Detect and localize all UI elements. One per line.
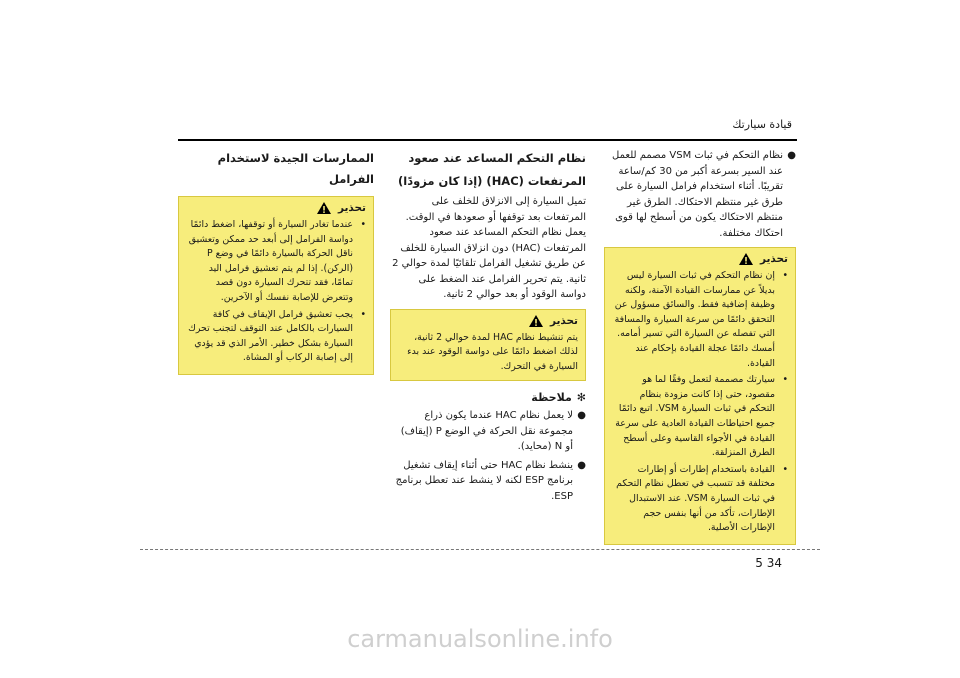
note-title: ملاحظة xyxy=(531,391,572,405)
footer-rule xyxy=(140,549,820,550)
warning-box-vsm xyxy=(604,247,796,545)
bullet-dot-icon: • xyxy=(782,270,788,281)
vsm-bullets xyxy=(604,148,796,241)
note-list xyxy=(390,408,586,504)
header-rule xyxy=(178,139,797,141)
section-header: قيادة سيارتك xyxy=(732,118,792,131)
warning-item: • عندما تغادر السيارة أو توقفها، اضغط دائمًا دواسة الفرامل إلى أبعد حد ممكن وتعشيق ناقل الحركة بالسيارة دائمًا في وضع P (الركن). إذا لم يتم تعشيق فرامل اليد تمامًا، فقد تتحرك السيارة دون قصد وتتعرض للإصابة نفسك أو الآخرين. xyxy=(188,219,366,303)
brakes-title: الممارسات الجيدة لاستخدام الفرامل xyxy=(217,151,374,186)
warning-list xyxy=(612,269,788,536)
bullet-dot-icon: ● xyxy=(577,410,586,422)
bullet-vsm-speed: ● نظام التحكم في ثبات VSM مصمم للعمل عند السير بسرعة أكبر من 30 كم/ساعة تقريبًا. أثناء استخدام فرامل السيارة على طرق غير منتظم الاحتكاك. الطرق غير منتظم الاحتكاك يكون من أسطح لها قوى احتكاك مختلفة. xyxy=(612,150,796,239)
bullet-dot-icon: • xyxy=(782,374,788,386)
bullet-dot-icon: • xyxy=(360,308,366,320)
warning-item: • القيادة باستخدام إطارات أو إطارات مختلفة قد تتسبب في تعطل نظام التحكم في ثبات السيارة VSM. عند الاستبدال الإطارات، تأكد من أنها بنفس حجم الإطارات الأصلية. xyxy=(616,463,788,534)
warning-triangle-icon xyxy=(738,252,754,266)
bullet-dot-icon: ● xyxy=(577,459,586,471)
warning-box-hac xyxy=(390,309,586,382)
column-middle xyxy=(390,148,586,507)
warning-title: تحذير xyxy=(759,253,788,265)
hac-body: تميل السيارة إلى الانزلاق للخلف على المرتفعات بعد توقفها أو صعودها في الوقت. يعمل نظام التحكم المساعد عند صعود المرتفعات (HAC) دون انزلاق السيارة للخلف عن طريق تشغيل الفرامل تلقائيًا لمدة حوالي 2 ثانية. يتم تحرير الفرامل عند الضغط على دواسة الوقود أو بعد حوالي 2 ثانية. xyxy=(392,196,586,300)
warning-item: • سيارتك مصممة لتعمل وفقًا لما هو مقصود، حتى إذا كانت مزودة بنظام التحكم في ثبات السيارة VSM. اتبع دائمًا جميع احتياطات القيادة العادية على سرعة القيادة في الأجواء القاسية وعلى أسطح الطرق المنزلقة. xyxy=(615,374,788,459)
warning-item: • يجب تعشيق فرامل الإيقاف في كافة السيارات بالكامل عند التوقف لتجنب تحرك السيارة بشكل خطير. الأمر الذي قد يؤدي إلى إصابة الركاب أو المشاة. xyxy=(188,308,366,364)
column-left xyxy=(178,148,374,375)
warning-list xyxy=(186,218,366,366)
warning-title: تحذير xyxy=(337,202,366,214)
warning-triangle-icon xyxy=(528,314,544,328)
hac-title-line2: المرتفعات (HAC) (إذا كان مزودًا) xyxy=(398,174,586,188)
warning-header xyxy=(186,201,366,215)
warning-box-brakes xyxy=(178,196,374,375)
bullet-dot-icon: • xyxy=(782,463,788,475)
hac-title-line1: نظام التحكم المساعد عند صعود xyxy=(408,151,586,165)
bullet-dot-icon: ● xyxy=(787,150,796,161)
warning-header xyxy=(398,314,578,328)
column-right xyxy=(604,148,796,545)
asterisk-icon: ✻ xyxy=(576,391,586,405)
note-header xyxy=(390,391,586,404)
warning-text: يتم تنشيط نظام HAC لمدة حوالي 2 ثانية، لذلك اضغط دائمًا على دواسة الوقود عند بدء السيارة في التحرك. xyxy=(407,331,578,372)
note-item: ● ينشط نظام HAC حتى أثناء إيقاف تشغيل برنامج ESP لكنه لا ينشط عند تعطل برنامج ESP. xyxy=(395,459,586,502)
warning-title: تحذير xyxy=(549,314,578,327)
warning-header xyxy=(612,252,788,266)
bullet-dot-icon: • xyxy=(360,219,366,230)
watermark: carmanualsonline.info xyxy=(347,625,613,653)
warning-triangle-icon xyxy=(316,201,332,215)
page-number: 5 34 xyxy=(755,556,782,570)
warning-item: • إن نظام التحكم في ثبات السيارة ليس بديلاً عن ممارسات القيادة الآمنة، ولكنه وظيفة إضافية فقط. والسائق مسؤول عن التحقق دائمًا من سرعة السيارة والمسافة التي تفصله عن السيارة التي تسير أمامه. أمسك دائمًا عجلة القيادة بإحكام عند القيادة. xyxy=(614,270,788,369)
note-item: ● لا يعمل نظام HAC عندما يكون ذراع مجموعة نقل الحركة في الوضع P (إيقاف) أو N (محايد). xyxy=(400,410,586,453)
